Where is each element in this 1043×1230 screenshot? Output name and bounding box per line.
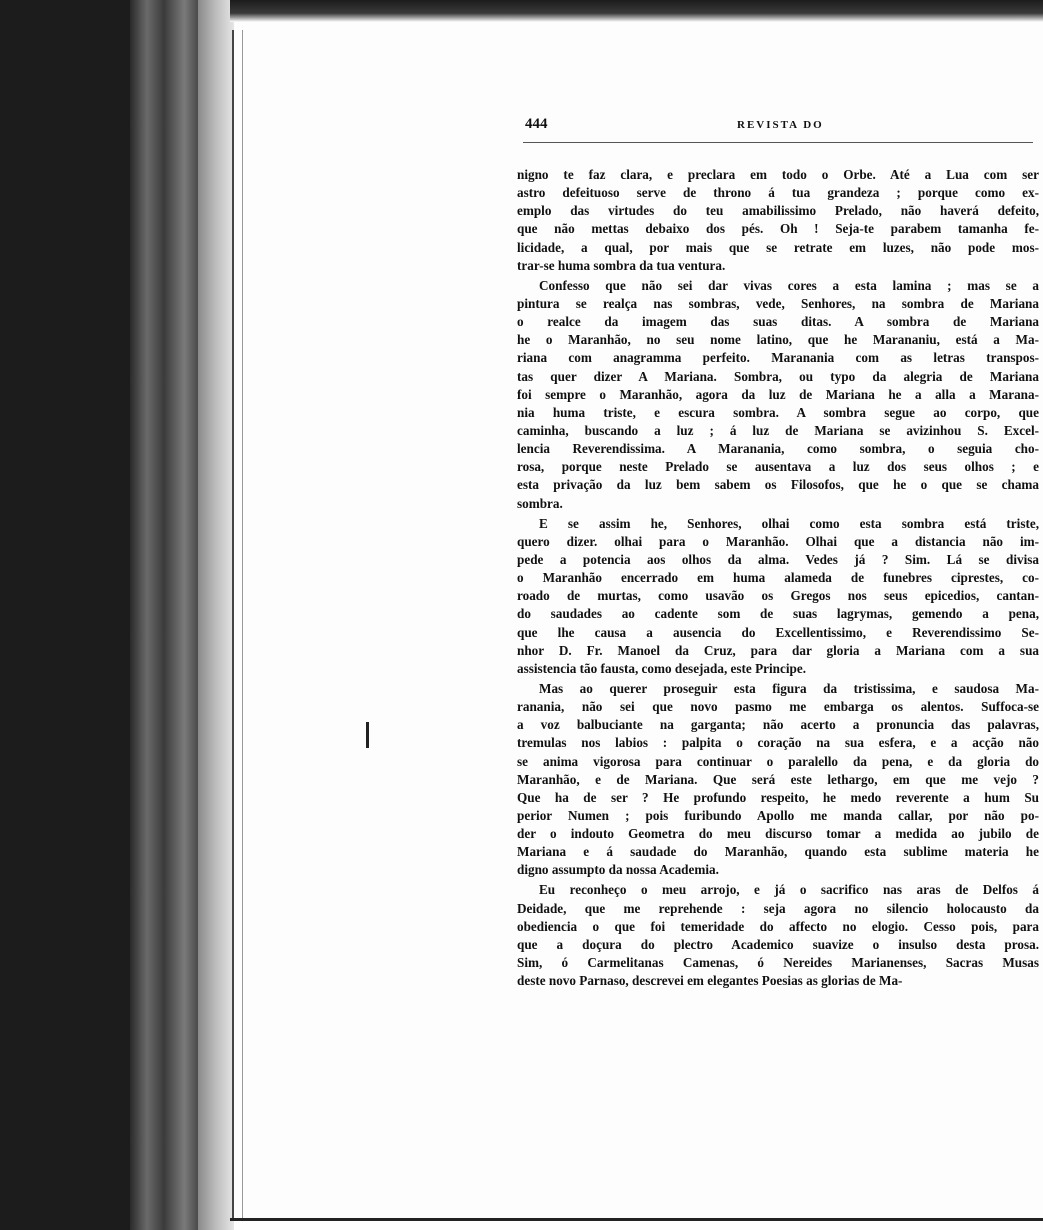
page-bottom-edge <box>230 1218 1043 1221</box>
text-line: caminha, buscando a luz ; á luz de Mariana se avizinhou S. Excel- <box>517 422 1039 438</box>
margin-mark <box>366 722 369 748</box>
text-line: tremulas nos labios : palpita o coração na sua esfera, e a acção não <box>517 735 1039 751</box>
page-number: 444 <box>525 116 548 132</box>
text-line: emplo das virtudes do teu amabilissimo Prelado, não haverá defeito, <box>517 203 1039 219</box>
body-text <box>517 166 1039 990</box>
text-line: ranania, não sei que novo pasmo me embarga os alentos. Suffoca-se <box>517 699 1039 715</box>
text-line: que não mettas debaixo dos pés. Oh ! Seja-te parabem tamanha fe- <box>517 221 1039 237</box>
text-line: perior Numen ; pois furibundo Apollo me manda callar, por não po- <box>517 807 1039 823</box>
text-line: que lhe causa a ausencia do Excellentissimo, e Reverendissimo Se- <box>517 624 1039 640</box>
text-line: se anima vigorosa para continuar o paralello da pena, e da gloria do <box>517 753 1039 769</box>
text-line: obediencia o que foi temeridade do affecto no elogio. Cesso pois, para <box>517 918 1039 934</box>
text-line: a voz balbuciante na garganta; não acerto a pronuncia das palavras, <box>517 717 1039 733</box>
paragraph <box>517 881 1039 990</box>
text-line: Sim, ó Carmelitanas Camenas, ó Nereides Marianenses, Sacras Musas <box>517 955 1039 971</box>
page-top-shadow <box>230 0 1043 22</box>
text-line: sombra. <box>517 495 563 511</box>
text-line: digno assumpto da nossa Academia. <box>517 862 719 878</box>
book-spine <box>130 0 198 1230</box>
text-line: nia huma triste, e escura sombra. A sombra segue ao corpo, que <box>517 404 1039 420</box>
text-line: lencia Reverendissima. A Maranania, como sombra, o seguia cho- <box>517 441 1039 457</box>
text-line: Eu reconheço o meu arrojo, e já o sacrifico nas aras de Delfos á <box>539 882 1039 898</box>
text-line: esta privação da luz bem sabem os Filosofos, que he o que se chama <box>517 477 1039 493</box>
paragraph <box>517 515 1039 678</box>
text-line: o Maranhão encerrado em huma alameda de funebres ciprestes, co- <box>517 570 1039 586</box>
text-line: nhor D. Fr. Manoel da Cruz, para dar gloria a Mariana com a sua <box>517 642 1039 658</box>
text-line: Mariana e á saudade do Maranhão, quando esta sublime materia he <box>517 844 1039 860</box>
text-line: o realce da imagem das suas ditas. A sombra de Mariana <box>517 314 1039 330</box>
text-line: foi sempre o Maranhão, agora da luz de Mariana he a alla a Marana- <box>517 386 1039 402</box>
text-line: nigno te faz clara, e preclara em todo o Orbe. Até a Lua com ser <box>517 167 1039 182</box>
paragraph <box>517 166 1039 275</box>
text-line: Mas ao querer proseguir esta figura da tristissima, e saudosa Ma- <box>539 680 1039 696</box>
paragraph <box>517 277 1039 513</box>
text-line: pintura se realça nas sombras, vede, Senhores, na sombra de Mariana <box>517 295 1039 311</box>
text-line: riana com anagramma perfeito. Maranania com as letras transpos- <box>517 350 1039 366</box>
page-edge <box>232 30 243 1220</box>
page-header <box>523 116 1038 140</box>
text-line: der o indouto Geometra do meu discurso tomar a medida ao jubilo de <box>517 826 1039 842</box>
text-line: pede a potencia aos olhos da alma. Vedes já ? Sim. Lá se divisa <box>517 551 1039 567</box>
running-head: REVISTA DO <box>737 119 824 131</box>
text-line: Que ha de ser ? He profundo respeito, he medo reverente a hum Su <box>517 789 1039 805</box>
book-gutter <box>198 0 234 1230</box>
text-line: Deidade, que me reprehende : seja agora no silencio holocausto da <box>517 900 1039 916</box>
text-line: astro defeituoso serve de throno á tua grandeza ; porque como ex- <box>517 185 1039 201</box>
text-line: he o Maranhão, no seu nome latino, que he Marananiu, está a Ma- <box>517 332 1039 348</box>
text-line: Confesso que não sei dar vivas cores a esta lamina ; mas se a <box>539 277 1039 293</box>
text-line: quero dizer. olhai para o Maranhão. Olhai que a distancia não im- <box>517 533 1039 549</box>
header-rule <box>523 142 1033 143</box>
text-line: E se assim he, Senhores, olhai como esta sombra está triste, <box>539 515 1039 531</box>
text-line: licidade, a qual, por mais que se retrate em luzes, não pode mos- <box>517 239 1039 255</box>
text-line: que a doçura do plectro Academico suavize o insulso desta prosa. <box>517 936 1039 952</box>
text-line: trar-se huma sombra da tua ventura. <box>517 257 726 273</box>
text-line: roado de murtas, como usavão os Gregos nos seus epicedios, cantan- <box>517 588 1039 604</box>
paragraph <box>517 680 1039 880</box>
text-line: assistencia tão fausta, como desejada, este Principe. <box>517 660 806 676</box>
text-line: Maranhão, e de Mariana. Que será este lethargo, em que me vejo ? <box>517 771 1039 787</box>
text-line: tas quer dizer A Mariana. Sombra, ou typo da alegria de Mariana <box>517 368 1039 384</box>
text-line: do saudades ao cadente som de suas lagrymas, gemendo a pena, <box>517 606 1039 622</box>
text-line: deste novo Parnaso, descrevei em elegantes Poesias as glorias de Ma- <box>517 973 903 989</box>
scan-dark-margin <box>0 0 130 1230</box>
text-line: rosa, porque neste Prelado se ausentava a luz dos seus olhos ; e <box>517 459 1039 475</box>
